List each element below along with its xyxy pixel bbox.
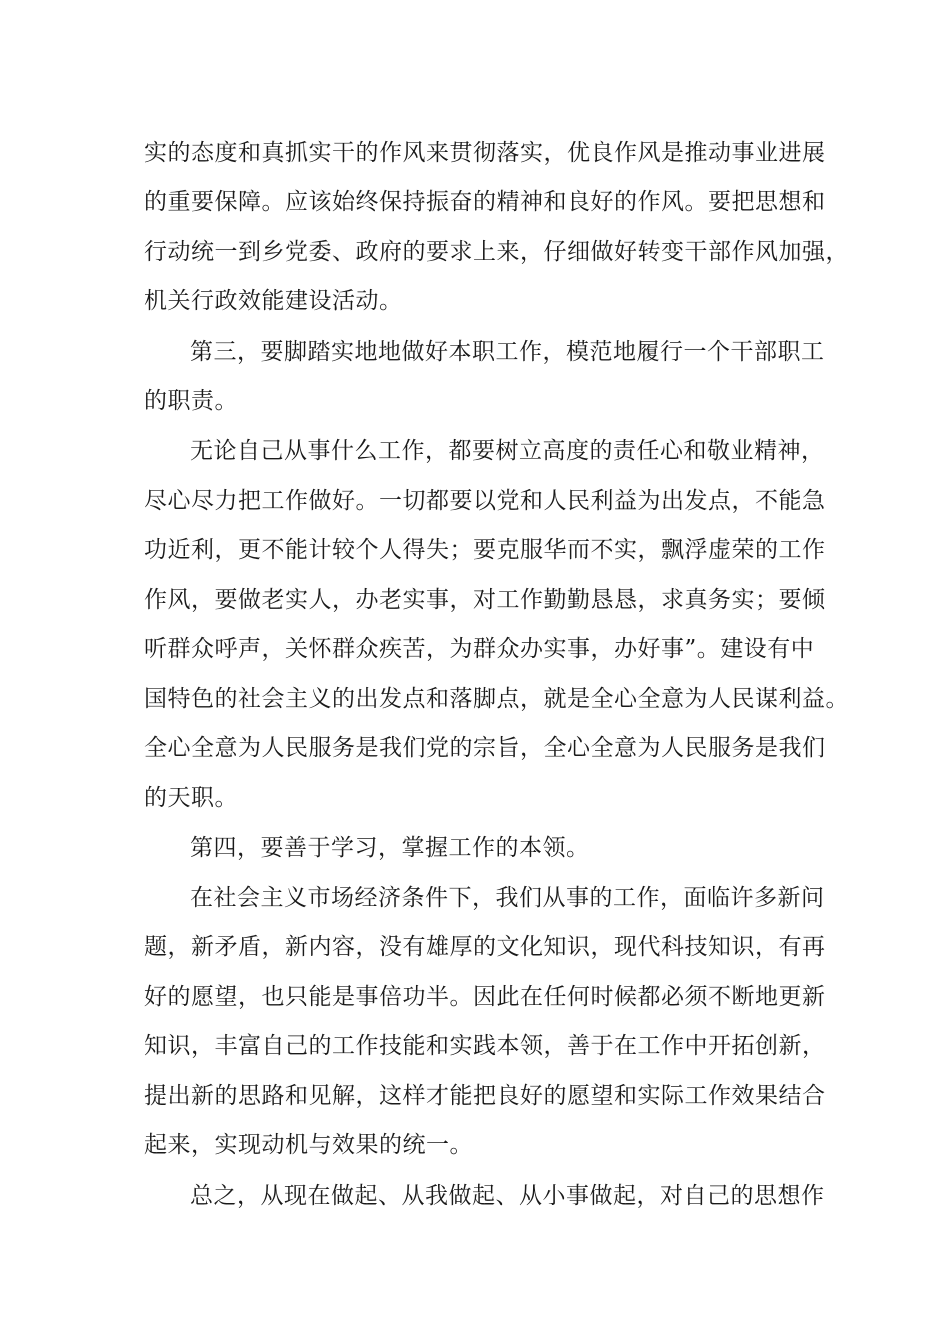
paragraph-first-line: 无论自己从事什么工作，都要树立高度的责任心和敬业精神， [190, 438, 825, 464]
text-line: 的天职。 [144, 785, 238, 811]
text-line: 实的态度和真抓实干的作风来贯彻落实，优良作风是推动事业进展 [144, 140, 826, 166]
text-line: 行动统一到乡党委、政府的要求上来，仔细做好转变干部作风加强， [144, 239, 849, 265]
text-line: 国特色的社会主义的出发点和落脚点，就是全心全意为人民谋利益。 [144, 686, 849, 712]
paragraph-first-line: 第三，要脚踏实地地做好本职工作，模范地履行一个干部职工 [190, 339, 825, 365]
paragraph-first-line: 总之，从现在做起、从我做起、从小事做起，对自己的思想作 [190, 1183, 825, 1209]
text-line: 全心全意为人民服务是我们党的宗旨，全心全意为人民服务是我们 [144, 735, 826, 761]
paragraph-first-line: 在社会主义市场经济条件下，我们从事的工作，面临许多新问 [190, 885, 825, 911]
text-line: 起来，实现动机与效果的统一。 [144, 1132, 473, 1158]
text-line: 好的愿望，也只能是事倍功半。因此在任何时候都必须不断地更新 [144, 984, 826, 1010]
text-line: 的职责。 [144, 388, 238, 414]
text-line: 机关行政效能建设活动。 [144, 288, 403, 314]
text-line: 尽心尽力把工作做好。一切都要以党和人民利益为出发点，不能急 [144, 488, 826, 514]
text-line: 作风，要做老实人，办老实事，对工作勤勤恳恳，求真务实；要倾 [144, 587, 826, 613]
text-line: 听群众呼声，关怀群众疾苦，为群众办实事，办好事”。建设有中 [144, 636, 815, 662]
text-line: 提出新的思路和见解，这样才能把良好的愿望和实际工作效果结合 [144, 1083, 826, 1109]
text-line: 的重要保障。应该始终保持振奋的精神和良好的作风。要把思想和 [144, 189, 826, 215]
text-line: 功近利，更不能计较个人得失；要克服华而不实，飘浮虚荣的工作 [144, 537, 826, 563]
paragraph-first-line: 第四，要善于学习，掌握工作的本领。 [190, 835, 590, 861]
text-line: 题，新矛盾，新内容，没有雄厚的文化知识，现代科技知识，有再 [144, 934, 826, 960]
text-line: 知识，丰富自己的工作技能和实践本领，善于在工作中开拓创新， [144, 1033, 826, 1059]
